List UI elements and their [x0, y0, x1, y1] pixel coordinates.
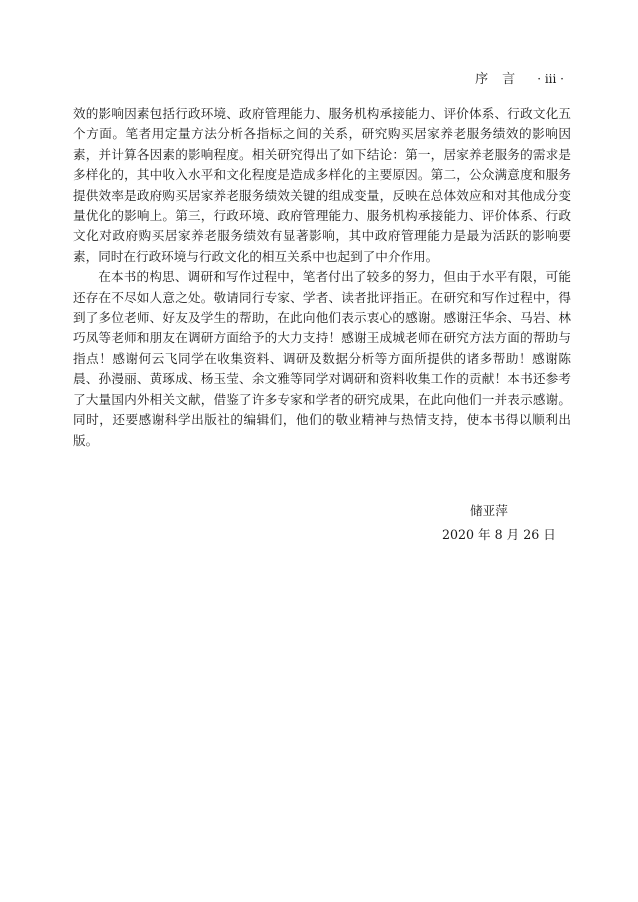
- paragraph-continued: 效的影响因素包括行政环境、政府管理能力、服务机构承接能力、评价体系、行政文化五个方面。笔者用定量方法分析各指标之间的关系，研究购买居家养老服务绩效的影响因素，并计算各因素的影响程度。相关研究得出了如下结论：第一，居家养老服务的需求是多样化的，其中收入水平和文化程度是造成多样化的主要原因。第二，公众满意度和服务提供效率是政府购买居家养老服务绩效关键的组成变量，反映在总体效应和对其他成分变量优化的影响上。第三，行政环境、政府管理能力、服务机构承接能力、评价体系、行政文化对政府购买居家养老服务绩效有显著影响，其中政府管理能力是最为活跃的影响要素，同时在行政环境与行政文化的相互关系中也起到了中介作用。: [73, 106, 571, 264]
- section-title: 序言: [475, 72, 530, 87]
- signature-date: 2020 年 8 月 26 日: [442, 527, 556, 542]
- author-signature: 储亚萍: [470, 503, 508, 518]
- body-text: [73, 104, 571, 451]
- paragraph-acknowledgements: 在本书的构思、调研和写作过程中，笔者付出了较多的努力，但由于水平有限，可能还存在不尽如人意之处。敬请同行专家、学者、读者批评指正。在研究和写作过程中，得到了多位老师、好友及学生的帮助，在此向他们表示衷心的感谢。感谢汪华余、马岩、林巧凤等老师和朋友在调研方面给予的大力支持！感谢王成城老师在研究方法方面的帮助与指点！感谢何云飞同学在收集资料、调研及数据分析等方面所提供的诸多帮助！感谢陈晨、孙漫丽、黄琢成、杨玉莹、余文雅等同学对调研和资料收集工作的贡献！本书还参考了大量国内外相关文献，借鉴了许多专家和学者的研究成果，在此向他们一并表示感谢。同时，还要感谢科学出版社的编辑们，他们的敬业精神与热情支持，使本书得以顺利出版。: [73, 269, 571, 448]
- page-number: · iii ·: [537, 72, 564, 86]
- running-head: [475, 68, 564, 87]
